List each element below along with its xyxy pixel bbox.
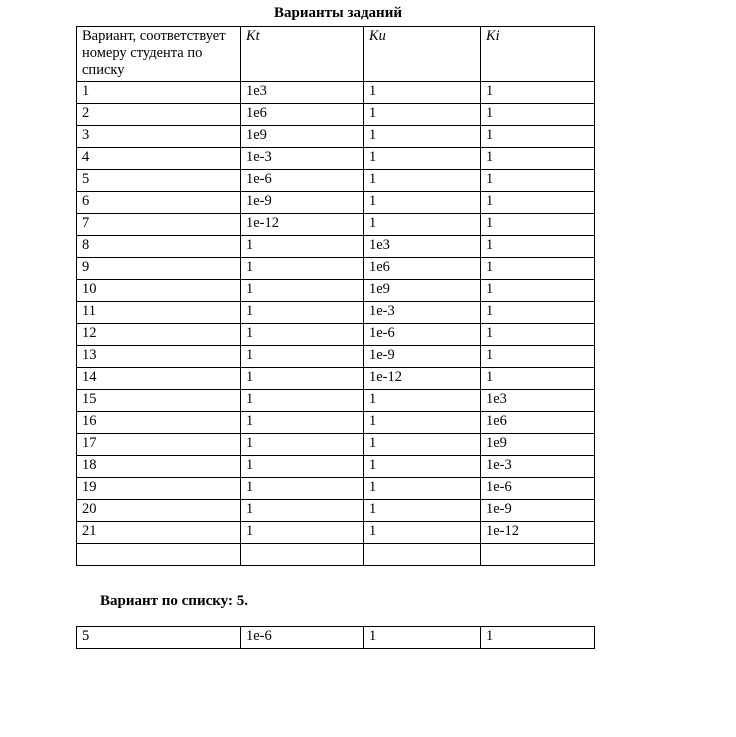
cell-kt: 1 [241,302,364,324]
cell-ku: 1 [364,627,481,649]
table-row [77,148,595,170]
cell-ku: 1 [364,456,481,478]
cell-ku: 1 [364,170,481,192]
table-row [77,390,595,412]
cell-variant: 7 [77,214,241,236]
cell-ku: 1e-6 [364,324,481,346]
cell-ki: 1 [481,170,595,192]
cell-ku: 1 [364,522,481,544]
cell-variant: 9 [77,258,241,280]
cell-variant: 14 [77,368,241,390]
cell-variant: 6 [77,192,241,214]
cell-ki: 1 [481,104,595,126]
table-row [77,627,595,649]
table-row [77,478,595,500]
cell-kt: 1 [241,456,364,478]
cell-variant: 13 [77,346,241,368]
cell-ku: 1 [364,412,481,434]
cell-kt: 1e3 [241,82,364,104]
cell-ku: 1e-3 [364,302,481,324]
cell-ku: 1 [364,478,481,500]
cell-ki: 1 [481,324,595,346]
cell-variant: 20 [77,500,241,522]
table-row [77,280,595,302]
table-row [77,82,595,104]
cell-ku: 1e-9 [364,346,481,368]
cell-kt: 1e-6 [241,627,364,649]
cell-ki: 1e6 [481,412,595,434]
cell-variant: 8 [77,236,241,258]
cell-ki: 1e3 [481,390,595,412]
cell-variant: 18 [77,456,241,478]
cell-ki: 1 [481,368,595,390]
cell-ki: 1 [481,258,595,280]
cell-ki: 1 [481,214,595,236]
table-row [77,258,595,280]
table-header-cell-variant: Вариант, соответствует номеру студента по списку [77,27,241,82]
cell-kt: 1 [241,280,364,302]
table-row [77,346,595,368]
cell-variant: 1 [77,82,241,104]
cell-variant: 15 [77,390,241,412]
cell-ki: 1e-3 [481,456,595,478]
cell-ku [364,544,481,566]
table-header-cell-kt: Kt [241,27,364,82]
cell-variant: 21 [77,522,241,544]
cell-kt: 1 [241,522,364,544]
table-row [77,170,595,192]
cell-variant: 12 [77,324,241,346]
cell-ku: 1e-12 [364,368,481,390]
cell-ku: 1 [364,434,481,456]
table-row [77,324,595,346]
cell-kt [241,544,364,566]
cell-kt: 1 [241,390,364,412]
cell-ki: 1 [481,82,595,104]
cell-ki: 1 [481,236,595,258]
table-row [77,456,595,478]
cell-variant: 5 [77,627,241,649]
cell-variant: 10 [77,280,241,302]
cell-variant: 19 [77,478,241,500]
cell-ki: 1e-12 [481,522,595,544]
cell-ki: 1 [481,126,595,148]
selected-variant-label: Вариант по списку: 5. [100,593,248,609]
cell-kt: 1 [241,236,364,258]
cell-ki: 1 [481,148,595,170]
cell-variant: 11 [77,302,241,324]
cell-ki: 1 [481,627,595,649]
cell-ku: 1 [364,148,481,170]
cell-ki: 1 [481,192,595,214]
cell-ku: 1 [364,500,481,522]
table-row-empty [77,544,595,566]
table-row [77,522,595,544]
table-row [77,192,595,214]
cell-variant: 5 [77,170,241,192]
cell-kt: 1e-9 [241,192,364,214]
cell-kt: 1 [241,478,364,500]
cell-kt: 1 [241,412,364,434]
cell-variant: 17 [77,434,241,456]
cell-kt: 1 [241,346,364,368]
cell-kt: 1 [241,258,364,280]
cell-kt: 1e-12 [241,214,364,236]
table-row [77,500,595,522]
table-header-row [77,27,595,82]
table-row [77,434,595,456]
cell-kt: 1 [241,434,364,456]
table-row [77,302,595,324]
cell-ku: 1e3 [364,236,481,258]
table-row [77,368,595,390]
table-row [77,412,595,434]
variants-table [76,26,595,566]
cell-ki: 1e9 [481,434,595,456]
cell-variant: 4 [77,148,241,170]
cell-ki [481,544,595,566]
cell-variant: 3 [77,126,241,148]
cell-ki: 1 [481,302,595,324]
cell-kt: 1 [241,324,364,346]
cell-ku: 1 [364,126,481,148]
cell-kt: 1e-6 [241,170,364,192]
cell-kt: 1 [241,500,364,522]
page-title: Варианты заданий [273,5,402,21]
cell-kt: 1e9 [241,126,364,148]
cell-ku: 1 [364,192,481,214]
cell-kt: 1e-3 [241,148,364,170]
table-row [77,214,595,236]
cell-ki: 1 [481,346,595,368]
cell-ku: 1 [364,82,481,104]
cell-ku: 1 [364,390,481,412]
table-header-cell-ki: Ki [481,27,595,82]
cell-kt: 1 [241,368,364,390]
table-row [77,236,595,258]
table-row [77,104,595,126]
cell-ku: 1 [364,104,481,126]
cell-ki: 1 [481,280,595,302]
selected-variant-table [76,626,595,649]
table-header-cell-ku: Kи [364,27,481,82]
cell-ki: 1e-6 [481,478,595,500]
cell-variant: 2 [77,104,241,126]
cell-ku: 1e6 [364,258,481,280]
cell-ku: 1 [364,214,481,236]
cell-variant [77,544,241,566]
cell-ki: 1e-9 [481,500,595,522]
cell-kt: 1e6 [241,104,364,126]
cell-variant: 16 [77,412,241,434]
cell-ku: 1e9 [364,280,481,302]
table-row [77,126,595,148]
